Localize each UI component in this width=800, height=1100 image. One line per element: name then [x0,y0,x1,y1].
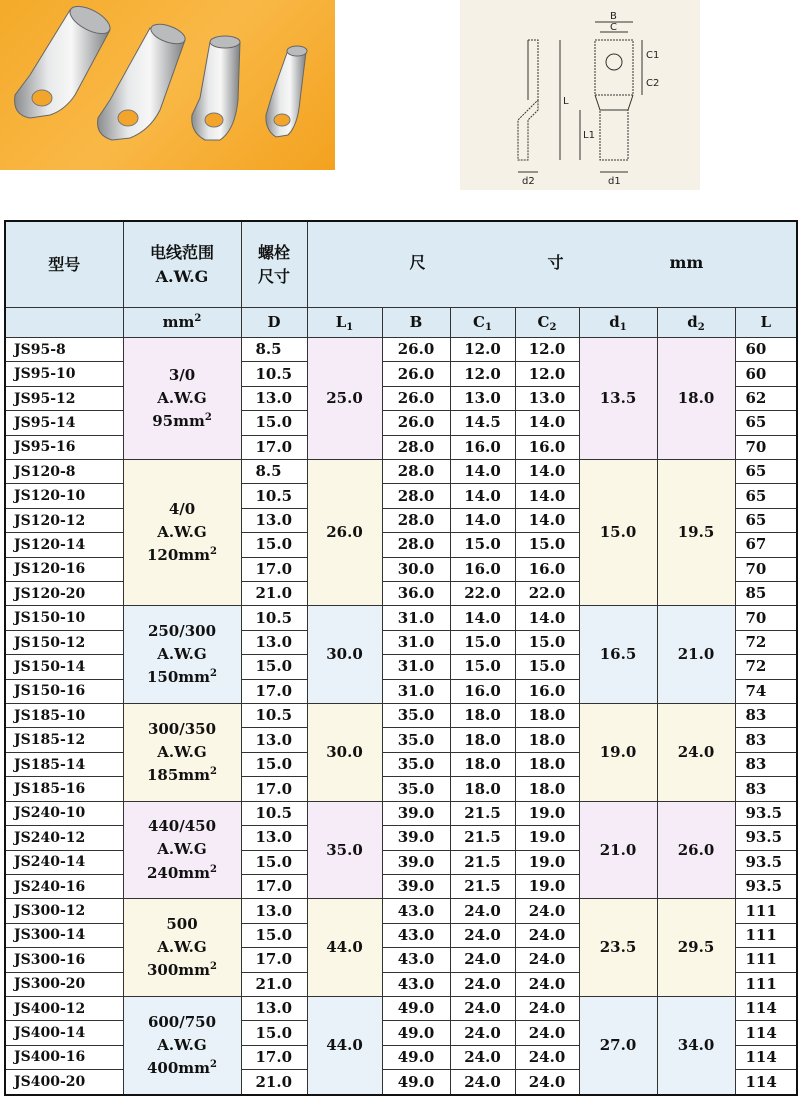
table-row [5,996,797,1020]
C2-cell: 22.0 [515,582,579,606]
model-cell: JS95-12 [5,386,123,410]
C1-cell: 18.0 [450,728,515,752]
C1-cell: 24.0 [450,948,515,972]
wire-range-cell: 250/300 A.W.G $150mm^2$ [123,606,241,704]
L-cell: 72 [735,630,797,654]
C2-cell: 19.0 [515,826,579,850]
label-L: L [563,96,569,107]
top-view-barrel [600,110,628,160]
C2-cell: 24.0 [515,1021,579,1045]
C1-cell: 24.0 [450,899,515,923]
C1-cell: 21.5 [450,874,515,898]
L1-cell: 30.0 [307,704,382,802]
B-cell: 28.0 [382,508,450,532]
bolt-cell: 13.0 [241,728,307,752]
C1-cell: 21.5 [450,826,515,850]
C1-cell: 15.0 [450,630,515,654]
L1-cell: 35.0 [307,801,382,899]
bolt-cell: 10.5 [241,801,307,825]
C1-cell: 24.0 [450,1021,515,1045]
B-cell: 36.0 [382,582,450,606]
B-cell: 49.0 [382,1070,450,1095]
bolt-cell: 21.0 [241,582,307,606]
model-cell: JS240-10 [5,801,123,825]
B-cell: 31.0 [382,679,450,703]
C2-cell: 18.0 [515,777,579,801]
B-cell: 39.0 [382,850,450,874]
L-cell: 111 [735,923,797,947]
table-row [5,606,797,630]
header-wire-range: 电线范围 A.W.G [123,221,241,308]
B-cell: 28.0 [382,484,450,508]
B-cell: 26.0 [382,411,450,435]
L-cell: 74 [735,679,797,703]
wire-range-cell: 600/750 A.W.G $400mm^2$ [123,996,241,1095]
header-d2: $d_2$ [657,308,735,338]
C1-cell: 14.0 [450,508,515,532]
top-view-palm [595,40,633,95]
L-cell: 83 [735,777,797,801]
B-cell: 28.0 [382,460,450,484]
header-bolt-size: 螺栓 尺寸 [241,221,307,308]
label-d1: d1 [608,176,621,187]
header-row-2 [5,308,797,338]
bolt-cell: 17.0 [241,874,307,898]
model-cell: JS300-14 [5,923,123,947]
model-cell: JS185-10 [5,704,123,728]
label-L1: L1 [583,130,595,141]
C1-cell: 24.0 [450,1070,515,1095]
L-cell: 85 [735,582,797,606]
B-cell: 49.0 [382,1021,450,1045]
label-C: C [610,22,617,33]
bolt-cell: 10.5 [241,704,307,728]
C2-cell: 14.0 [515,484,579,508]
C1-cell: 24.0 [450,996,515,1020]
C2-cell: 24.0 [515,899,579,923]
model-cell: JS150-16 [5,679,123,703]
model-cell: JS120-20 [5,582,123,606]
spec-table [4,220,798,1096]
table-row [5,460,797,484]
label-C2: C2 [646,78,660,89]
model-cell: JS150-12 [5,630,123,654]
d2-cell: 34.0 [657,996,735,1095]
bolt-cell: 15.0 [241,923,307,947]
model-cell: JS120-8 [5,460,123,484]
L-cell: 70 [735,557,797,581]
lug-3 [192,36,240,140]
C1-cell: 18.0 [450,752,515,776]
C2-cell: 18.0 [515,704,579,728]
model-cell: JS95-8 [5,337,123,361]
C2-cell: 16.0 [515,435,579,459]
L-cell: 114 [735,1021,797,1045]
header-L: L [735,308,797,338]
bolt-cell: 15.0 [241,533,307,557]
B-cell: 26.0 [382,362,450,386]
B-cell: 35.0 [382,704,450,728]
L-cell: 111 [735,972,797,996]
header-wire-unit: $mm^2$ [123,308,241,338]
bolt-cell: 13.0 [241,508,307,532]
d2-cell: 18.0 [657,337,735,459]
model-cell: JS120-10 [5,484,123,508]
C2-cell: 24.0 [515,972,579,996]
C2-cell: 14.0 [515,606,579,630]
wire-range-cell: 440/450 A.W.G $240mm^2$ [123,801,241,899]
model-cell: JS185-12 [5,728,123,752]
wire-range-cell: 4/0 A.W.G $120mm^2$ [123,460,241,606]
C1-cell: 16.0 [450,679,515,703]
L-cell: 62 [735,386,797,410]
B-cell: 30.0 [382,557,450,581]
bolt-cell: 13.0 [241,630,307,654]
d2-cell: 29.5 [657,899,735,997]
bolt-cell: 10.5 [241,484,307,508]
bolt-cell: 10.5 [241,362,307,386]
bolt-cell: 13.0 [241,899,307,923]
model-cell: JS95-14 [5,411,123,435]
label-B: B [610,11,617,22]
C2-cell: 24.0 [515,1070,579,1095]
bolt-cell: 17.0 [241,435,307,459]
bolt-cell: 13.0 [241,996,307,1020]
B-cell: 43.0 [382,972,450,996]
bolt-cell: 15.0 [241,1021,307,1045]
C2-cell: 24.0 [515,923,579,947]
B-cell: 35.0 [382,728,450,752]
d1-cell: 21.0 [579,801,657,899]
lug-2 [98,20,188,140]
C1-cell: 12.0 [450,337,515,361]
B-cell: 39.0 [382,826,450,850]
C2-cell: 19.0 [515,874,579,898]
model-cell: JS185-16 [5,777,123,801]
B-cell: 35.0 [382,752,450,776]
bolt-cell: 8.5 [241,460,307,484]
L-cell: 111 [735,948,797,972]
B-cell: 43.0 [382,899,450,923]
C1-cell: 16.0 [450,435,515,459]
C1-cell: 18.0 [450,704,515,728]
bolt-hole [606,54,622,70]
bolt-cell: 13.0 [241,826,307,850]
L-cell: 93.5 [735,850,797,874]
model-cell: JS240-12 [5,826,123,850]
d1-cell: 23.5 [579,899,657,997]
product-photo [0,0,335,170]
d2-cell: 21.0 [657,606,735,704]
model-cell: JS95-10 [5,362,123,386]
lug-4 [266,46,307,137]
dimension-diagram [460,0,700,190]
B-cell: 31.0 [382,606,450,630]
bolt-cell: 21.0 [241,972,307,996]
bolt-cell: 21.0 [241,1070,307,1095]
L-cell: 114 [735,1070,797,1095]
B-cell: 26.0 [382,386,450,410]
d2-cell: 24.0 [657,704,735,802]
L-cell: 83 [735,704,797,728]
L-cell: 60 [735,337,797,361]
model-cell: JS300-12 [5,899,123,923]
L1-cell: 44.0 [307,996,382,1095]
C2-cell: 24.0 [515,1045,579,1069]
C1-cell: 24.0 [450,1045,515,1069]
B-cell: 49.0 [382,996,450,1020]
L-cell: 70 [735,435,797,459]
table-row [5,801,797,825]
C2-cell: 16.0 [515,557,579,581]
L-cell: 65 [735,484,797,508]
bolt-cell: 15.0 [241,655,307,679]
model-cell: JS120-16 [5,557,123,581]
L-cell: 72 [735,655,797,679]
d1-cell: 15.0 [579,460,657,606]
label-C1: C1 [646,50,660,61]
wire-range-cell: 3/0 A.W.G $95mm^2$ [123,337,241,459]
header-model: 型号 [5,221,123,308]
C2-cell: 13.0 [515,386,579,410]
bolt-cell: 10.5 [241,606,307,630]
model-cell: JS240-14 [5,850,123,874]
d1-cell: 16.5 [579,606,657,704]
C1-cell: 22.0 [450,582,515,606]
C2-cell: 12.0 [515,362,579,386]
C2-cell: 14.0 [515,460,579,484]
model-cell: JS300-16 [5,948,123,972]
L1-cell: 26.0 [307,460,382,606]
C2-cell: 15.0 [515,655,579,679]
C2-cell: 24.0 [515,948,579,972]
model-cell: JS150-10 [5,606,123,630]
header-row-1 [5,221,797,308]
header-C2: $C_2$ [515,308,579,338]
model-cell: JS400-16 [5,1045,123,1069]
d1-cell: 27.0 [579,996,657,1095]
bolt-cell: 17.0 [241,777,307,801]
bolt-cell: 15.0 [241,752,307,776]
model-cell: JS400-14 [5,1021,123,1045]
bolt-cell: 13.0 [241,386,307,410]
L-cell: 65 [735,411,797,435]
header-bolt-unit: D [241,308,307,338]
header-C1: $C_1$ [450,308,515,338]
C2-cell: 14.0 [515,411,579,435]
bolt-cell: 15.0 [241,411,307,435]
L-cell: 67 [735,533,797,557]
B-cell: 28.0 [382,533,450,557]
C1-cell: 14.0 [450,606,515,630]
B-cell: 43.0 [382,948,450,972]
C1-cell: 12.0 [450,362,515,386]
header-model-unit [5,308,123,338]
model-cell: JS240-16 [5,874,123,898]
L-cell: 111 [735,899,797,923]
d2-cell: 19.5 [657,460,735,606]
header-dimensions: 尺 寸 mm [307,221,797,308]
C2-cell: 14.0 [515,508,579,532]
model-cell: JS120-14 [5,533,123,557]
header-d1: $d_1$ [579,308,657,338]
bolt-cell: 8.5 [241,337,307,361]
C2-cell: 15.0 [515,630,579,654]
table-row [5,337,797,361]
C1-cell: 14.0 [450,484,515,508]
L1-cell: 25.0 [307,337,382,459]
C1-cell: 21.5 [450,801,515,825]
L-cell: 114 [735,996,797,1020]
L-cell: 70 [735,606,797,630]
C1-cell: 18.0 [450,777,515,801]
C1-cell: 14.5 [450,411,515,435]
B-cell: 35.0 [382,777,450,801]
B-cell: 31.0 [382,630,450,654]
bolt-cell: 17.0 [241,557,307,581]
lug-1 [15,1,115,118]
B-cell: 43.0 [382,923,450,947]
C1-cell: 21.5 [450,850,515,874]
header-L1: $L_1$ [307,308,382,338]
L-cell: 83 [735,752,797,776]
C1-cell: 24.0 [450,923,515,947]
B-cell: 28.0 [382,435,450,459]
wire-range-cell: 500 A.W.G $300mm^2$ [123,899,241,997]
model-cell: JS150-14 [5,655,123,679]
C1-cell: 14.0 [450,460,515,484]
C2-cell: 16.0 [515,679,579,703]
L-cell: 114 [735,1045,797,1069]
bolt-cell: 17.0 [241,1045,307,1069]
table-row [5,704,797,728]
C1-cell: 16.0 [450,557,515,581]
C2-cell: 19.0 [515,801,579,825]
C2-cell: 15.0 [515,533,579,557]
B-cell: 49.0 [382,1045,450,1069]
C2-cell: 12.0 [515,337,579,361]
header-B: B [382,308,450,338]
C1-cell: 15.0 [450,655,515,679]
L-cell: 93.5 [735,826,797,850]
B-cell: 39.0 [382,801,450,825]
L-cell: 65 [735,460,797,484]
L-cell: 65 [735,508,797,532]
d1-cell: 19.0 [579,704,657,802]
B-cell: 39.0 [382,874,450,898]
model-cell: JS400-12 [5,996,123,1020]
B-cell: 31.0 [382,655,450,679]
C2-cell: 18.0 [515,752,579,776]
model-cell: JS95-16 [5,435,123,459]
B-cell: 26.0 [382,337,450,361]
model-cell: JS120-12 [5,508,123,532]
L-cell: 93.5 [735,801,797,825]
C1-cell: 15.0 [450,533,515,557]
bolt-cell: 15.0 [241,850,307,874]
model-cell: JS300-20 [5,972,123,996]
C2-cell: 18.0 [515,728,579,752]
L1-cell: 30.0 [307,606,382,704]
terminal-lugs-illustration [0,0,335,170]
table-row [5,899,797,923]
model-cell: JS185-14 [5,752,123,776]
bolt-cell: 17.0 [241,679,307,703]
C2-cell: 19.0 [515,850,579,874]
wire-range-cell: 300/350 A.W.G $185mm^2$ [123,704,241,802]
C1-cell: 13.0 [450,386,515,410]
d2-cell: 26.0 [657,801,735,899]
L-cell: 60 [735,362,797,386]
d1-cell: 13.5 [579,337,657,459]
label-d2: d2 [522,176,535,187]
L-cell: 83 [735,728,797,752]
model-cell: JS400-20 [5,1070,123,1095]
C1-cell: 24.0 [450,972,515,996]
C2-cell: 24.0 [515,996,579,1020]
bolt-cell: 17.0 [241,948,307,972]
L-cell: 93.5 [735,874,797,898]
L1-cell: 44.0 [307,899,382,997]
